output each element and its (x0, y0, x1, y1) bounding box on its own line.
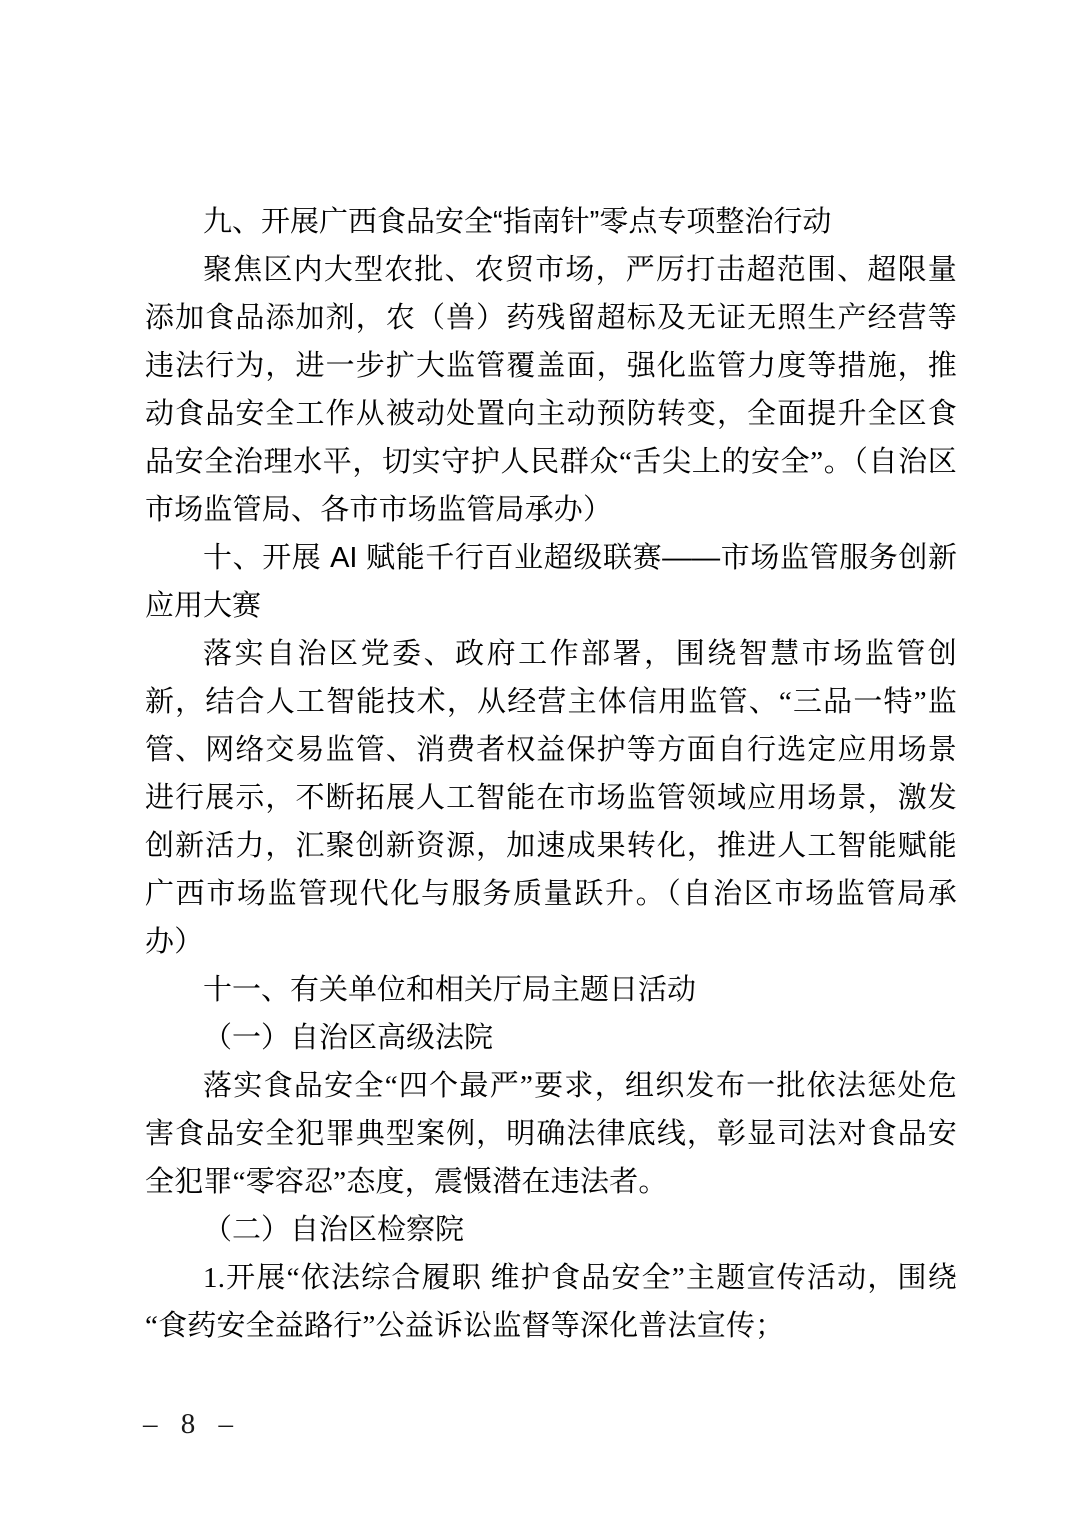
section-10 (145, 534, 957, 966)
section-11-subsection-2-title: （二）自治区检察院 (203, 1214, 465, 1246)
section-9-paragraph: 聚焦区内大型农批、农贸市场，严厉打击超范围、超限量添加食品添加剂，农（兽）药残留超标及无证无照生产经营等违法行为，进一步扩大监管覆盖面，强化监管力度等措施，推动食品安全工作从被动处置向主动预防转变，全面提升全区食品安全治理水平，切实守护人民群众“舌尖上的安全”。（自治区市场监管局、各市市场监管局承办） (145, 254, 957, 526)
section-10-paragraph: 落实自治区党委、政府工作部署，围绕智慧市场监管创新，结合人工智能技术，从经营主体信用监管、“三品一特”监管、网络交易监管、消费者权益保护等方面自行选定应用场景进行展示，不断拓展人工智能在市场监管领域应用场景，激发创新活力，汇聚创新资源，加速成果转化，推进人工智能赋能广西市场监管现代化与服务质量跃升。（自治区市场监管局承办） (145, 638, 957, 958)
section-11-subsection-1-paragraph: 落实食品安全“四个最严”要求，组织发布一批依法惩处危害食品安全犯罪典型案例，明确法律底线，彰显司法对食品安全犯罪“零容忍”态度，震慑潜在违法者。 (145, 1070, 957, 1198)
section-11-subsection-1-title: （一）自治区高级法院 (203, 1022, 494, 1054)
section-11-heading: 十一、有关单位和相关厅局主题日活动 (203, 974, 697, 1006)
page-number: – 8 – (143, 1408, 241, 1440)
section-11-subsection-2-paragraph: 1.开展“依法综合履职 维护食品安全”主题宣传活动，围绕“食药安全益路行”公益诉讼监督等深化普法宣传； (145, 1262, 957, 1342)
document-content (145, 198, 957, 1350)
page-footer (143, 1404, 241, 1444)
section-10-heading: 十、开展 AI 赋能千行百业超级联赛——市场监管服务创新应用大赛 (145, 542, 957, 622)
section-11 (145, 966, 957, 1350)
section-9 (145, 198, 957, 534)
section-9-heading: 九、开展广西食品安全“指南针”零点专项整治行动 (203, 206, 832, 238)
